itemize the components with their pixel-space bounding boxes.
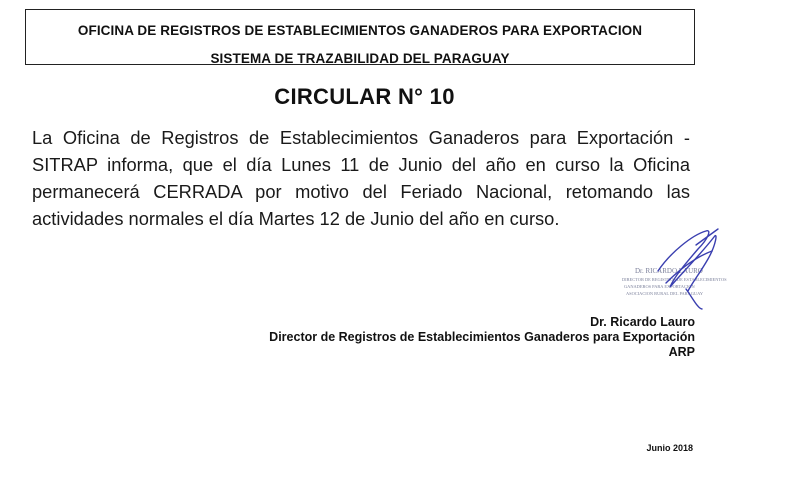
- signature-stamp: [600, 225, 740, 310]
- office-name: OFICINA DE REGISTROS DE ESTABLECIMIENTOS GANADEROS PARA EXPORTACION: [77, 23, 643, 38]
- signer-name: Dr. Ricardo Lauro: [590, 315, 695, 329]
- signer-title: Director de Registros de Establecimientos Ganaderos para Exportación: [269, 330, 695, 344]
- signer-block: [269, 315, 695, 360]
- document-date: Junio 2018: [646, 443, 693, 453]
- stamp-line3: ASOCIACION RURAL DEL PARAGUAY: [626, 291, 704, 296]
- signer-org: ARP: [668, 345, 695, 359]
- stamp-line1: DIRECTOR DE REGISTROS DE ESTABLECIMIENTOS: [622, 277, 727, 282]
- header-box: [25, 9, 695, 65]
- stamp-name: Dr. RICARDO LAURO: [635, 267, 703, 275]
- system-name: SISTEMA DE TRAZABILIDAD DEL PARAGUAY: [210, 51, 510, 66]
- circular-title: CIRCULAR N° 10: [274, 84, 455, 109]
- stamp-line2: GANADEROS PARA EXPORTACION: [624, 284, 695, 289]
- circular-body: La Oficina de Registros de Establecimientos Ganaderos para Exportación - SITRAP informa, que el día Lunes 11 de Junio del año en curso la Oficina permanecerá CERRADA por motivo del Feriado Nacional, retomando las actividades normales el día Martes 12 de Junio del año en curso.: [32, 127, 690, 229]
